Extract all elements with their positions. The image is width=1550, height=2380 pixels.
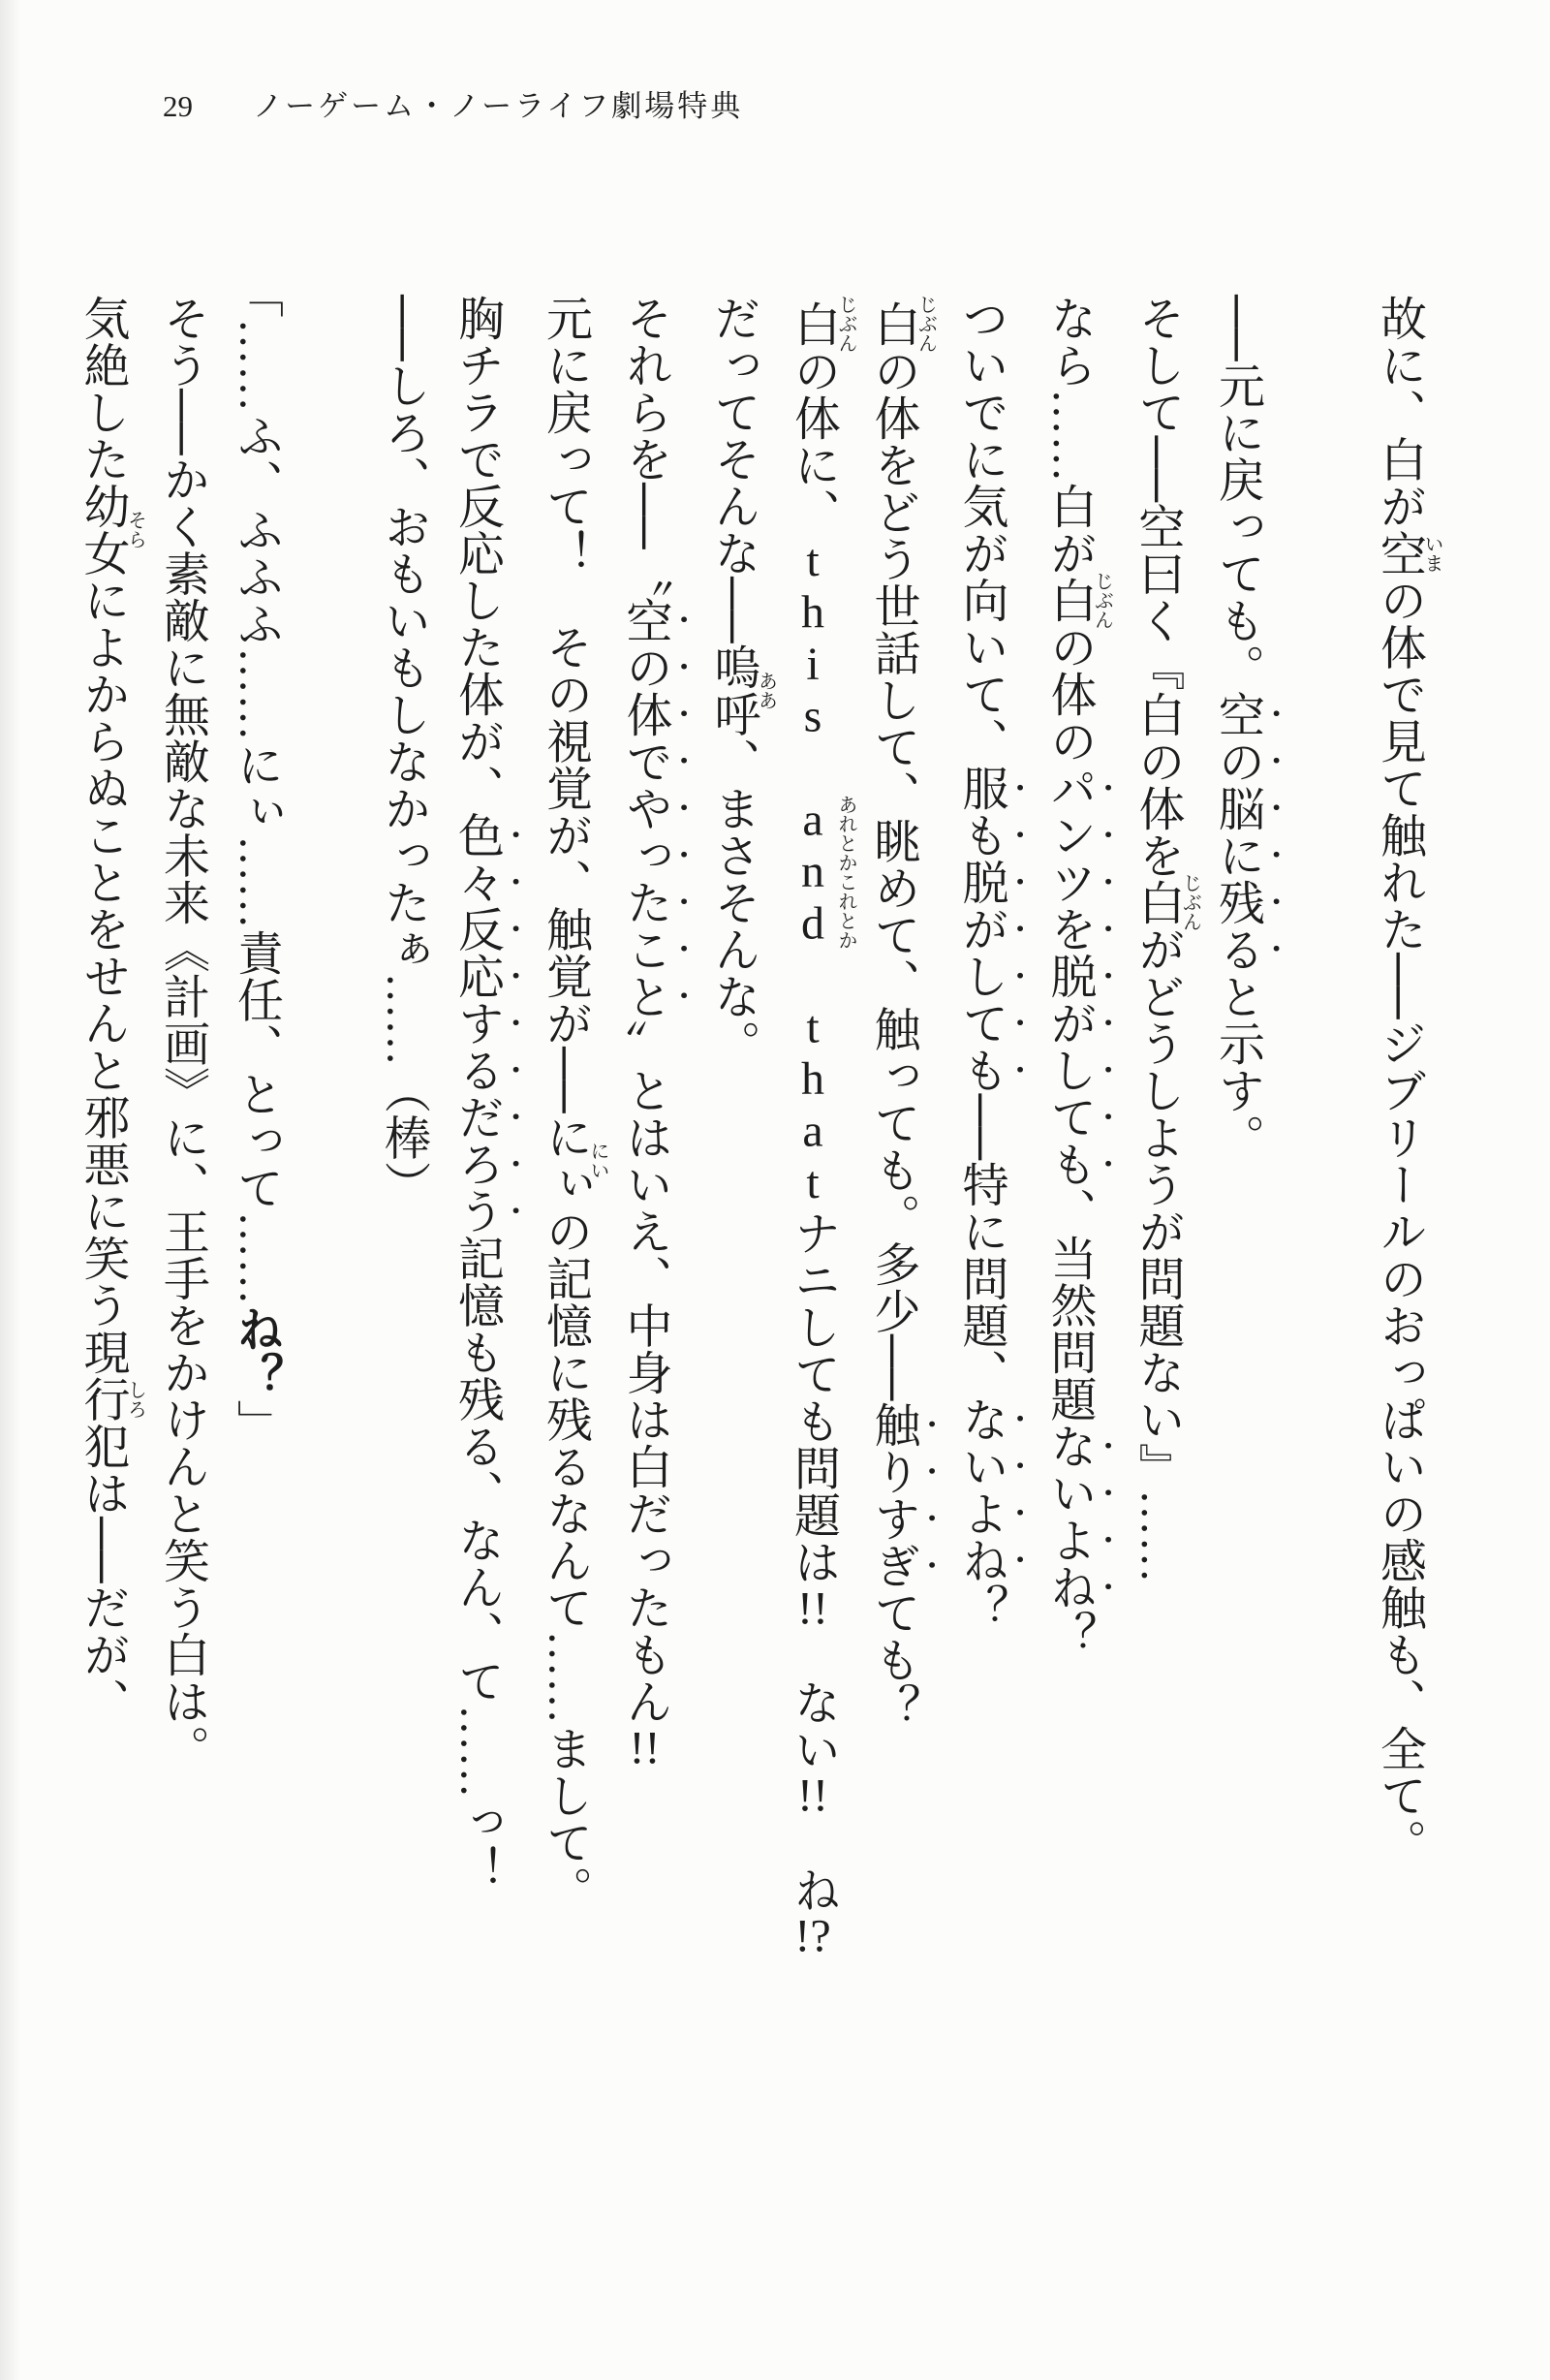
text-run: 〟とはいえ、中身は白だったもん [619, 1019, 670, 1725]
ruby-annotated-run [707, 643, 777, 738]
scan-gutter-shading [0, 0, 21, 2380]
text-run: だってそんな── [707, 295, 759, 644]
ruby-annotated-run [1373, 529, 1442, 578]
text-run: と示す。 [1211, 972, 1263, 1161]
furigana: じぶん [914, 295, 937, 353]
furigana: いま [1421, 529, 1442, 577]
text-run: の体に、 [787, 347, 839, 536]
para-07 [776, 248, 856, 2235]
text-run: によからぬことをせんと邪悪に笑う [77, 577, 128, 1329]
text-run: 」 [230, 1399, 282, 1447]
text-run: は──だが、 [77, 1469, 128, 1725]
text-run: そう──かく素敵に無敵な未来《計画》に、王手をかけんと笑う白は。 [156, 295, 208, 1772]
text-run: 元に戻って！ その視覚が、触覚が── [539, 295, 591, 1114]
text-run: の記憶に残るなんて……まして。 [539, 1207, 591, 1913]
ruby-base: 白 [867, 295, 918, 353]
page-header [163, 81, 743, 125]
text-run: 記憶も残る、なん、て……っ！ [450, 1235, 503, 1893]
furigana: じぶん [1091, 571, 1113, 630]
ruby-annotated-run [787, 295, 856, 353]
furigana: しろ [124, 1329, 146, 1470]
furigana: じぶん [835, 295, 856, 353]
text-run: 「……ふ、ふふふ……にぃ……責任、とって…… [230, 271, 282, 1305]
text-run: の体をどう世話して、眺めて、触っても。多少── [867, 347, 918, 1401]
text-run: 故に、白が [1373, 295, 1425, 530]
text-run: の体で見て触れた──ジブリールのおっぱいの感触も、全て。 [1373, 577, 1425, 1866]
text-run: パンツを脱がしても [1043, 765, 1095, 1188]
para-04 [1032, 248, 1120, 2235]
text-run: ──しろ、おもいもしなかったぁ……（棒） [377, 295, 429, 1208]
text-run: ないよね [955, 1395, 1007, 1584]
text-run: 気絶した [77, 295, 128, 483]
ruby-annotated-run [539, 1113, 608, 1208]
para-15 [65, 248, 145, 2235]
text-run: ね [787, 1819, 839, 1914]
para-13 [219, 248, 293, 2235]
text-run: ない [787, 1631, 839, 1773]
para-05 [944, 248, 1032, 2235]
para-14 [145, 248, 219, 2235]
page-number: 29 [163, 89, 193, 123]
para-10 [528, 248, 608, 2235]
ruby-base: 白 [1132, 872, 1183, 931]
text-run: 、当然問題 [1043, 1187, 1095, 1423]
text-run: 色々反応するだろう [450, 811, 503, 1235]
ruby-base: 空 [1373, 529, 1425, 577]
text-run: ？ [955, 1583, 1007, 1631]
text-run: ついでに気が向いて、 [955, 295, 1007, 765]
ruby-base: 白 [1043, 571, 1095, 630]
text-run: 空の脳に残る [1211, 690, 1263, 973]
text-run: ──元に戻っても。 [1211, 295, 1263, 691]
furigana: にい [587, 1113, 608, 1208]
ruby-annotated-run [77, 1329, 146, 1470]
para-06 [855, 248, 944, 2235]
furigana: そら [124, 483, 146, 577]
text-run: の体の [1043, 623, 1095, 765]
ruby-annotated-run [77, 483, 146, 577]
ruby-annotated-run [867, 295, 937, 353]
ruby-base: this and that [787, 535, 839, 1209]
text-block [77, 248, 1442, 2235]
ruby-base: 嗚呼 [707, 643, 759, 738]
text-run: ね？ [230, 1305, 282, 1399]
text-run: !! [797, 1584, 828, 1632]
para-01 [1362, 248, 1442, 2235]
para-08 [696, 248, 776, 2235]
text-run: ても？ [867, 1588, 918, 1731]
text-run: ないよね [1043, 1423, 1095, 1611]
text-run: 空の体でやったこと [619, 596, 670, 1020]
text-run: それらを──〝 [619, 295, 670, 597]
ruby-base: 幼女 [77, 483, 128, 577]
text-run: なら……白が [1043, 295, 1095, 577]
ruby-annotated-run [1043, 571, 1113, 630]
text-run: そして──空曰く『白の体を [1132, 295, 1183, 879]
para-09 [607, 248, 696, 2235]
para-03 [1120, 248, 1200, 2235]
text-run: 胸チラで反応した体が、 [450, 295, 503, 812]
para-12 [366, 248, 440, 2235]
ruby-base: 白 [787, 295, 839, 353]
ruby-annotated-run [1132, 872, 1201, 931]
text-run: 触りすぎ [867, 1400, 918, 1589]
text-run: !! [629, 1724, 661, 1771]
ruby-base: 現行犯 [77, 1329, 128, 1470]
furigana: ああ [755, 643, 777, 738]
furigana: あれとかこれとか [835, 535, 856, 1209]
para-02 [1200, 248, 1288, 2235]
text-run: がどうしようが問題ない』…… [1132, 925, 1183, 1584]
ruby-base: にぃ [539, 1113, 591, 1208]
text-run: !! [797, 1772, 828, 1820]
text-run: 服も脱がしても [955, 765, 1007, 1094]
para-11 [440, 248, 528, 2235]
text-run: 、まさそんな。 [707, 737, 759, 1067]
ruby-annotated-run [787, 535, 856, 1209]
text-run: ナニしても問題は [787, 1208, 839, 1585]
furigana: じぶん [1179, 872, 1201, 931]
text-run: !? [794, 1913, 831, 1960]
running-title: ノーゲーム・ノーライフ劇場特典 [253, 89, 744, 123]
text-run: ──特に問題、 [955, 1093, 1007, 1396]
text-run: ？ [1043, 1611, 1095, 1658]
